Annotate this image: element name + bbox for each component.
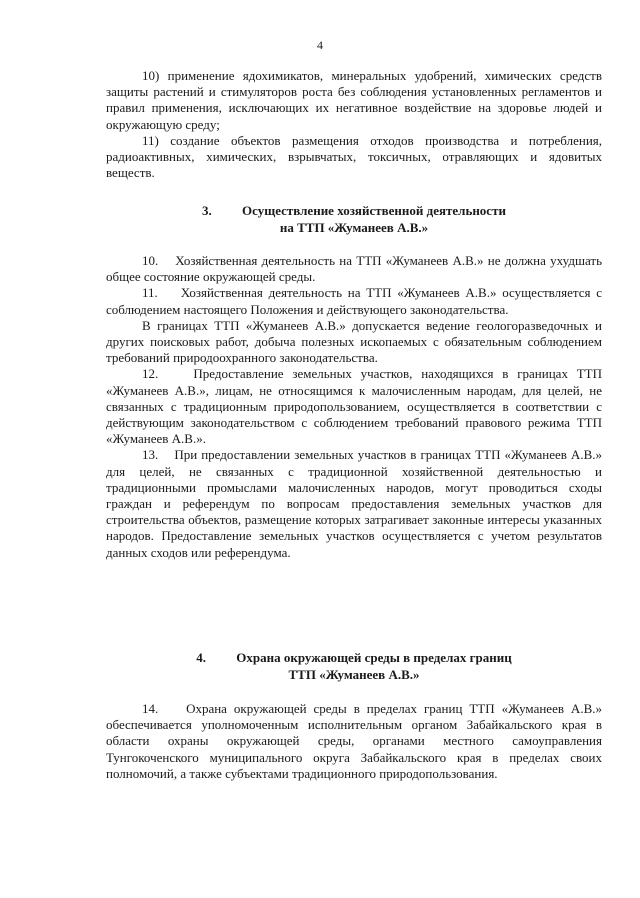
paragraph: 10. Хозяйственная деятельность на ТТП «Жуманеев А.В.» не должна ухудшать общее состояние окружающей среды. [106, 253, 602, 285]
section-number: 4. [196, 650, 207, 665]
section-3-body [106, 253, 602, 561]
paragraph: 13. При предоставлении земельных участков в границах ТТП «Жуманеев А.В.» для целей, не связанных с традиционной хозяйственной деятельностью и традиционными промыслами малочисленных народов, могут проводиться сходы граждан и референдум по вопросам предоставления земельных участков для строительства объектов, размещение которых затрагивает законные интересы указанных народов. Предоставление земельных участков осуществляется с учетом результатов данных сходов или референдума. [106, 447, 602, 560]
list-item: 10) применение ядохимикатов, минеральных удобрений, химических средств защиты растений и стимуляторов роста без соблюдения установленных регламентов и правил применения, исключающих их негативное воздействие на здоровье людей и окружающую среду; [106, 68, 602, 132]
section-number: 3. [202, 203, 212, 218]
paragraph: 14. Охрана окружающей среды в пределах границ ТТП «Жуманеев А.В.» обеспечивается уполномоченным исполнительным органом Забайкальского края в области охраны окружающей среды, органами местного самоуправления Тунгокоченского муниципального округа Забайкальского края в пределах своих полномочий, а также субъектами традиционного природопользования. [106, 701, 602, 781]
section-4-heading [106, 650, 602, 683]
section-title-line1: Осуществление хозяйственной деятельности [242, 203, 506, 218]
items-top [106, 68, 602, 181]
section-title-line1: Охрана окружающей среды в пределах границ [236, 650, 512, 665]
paragraph: 12. Предоставление земельных участков, находящихся в границах ТТП «Жуманеев А.В.», лицам, не относящимся к малочисленным народам, для целей, не связанных с традиционным природопользованием, осуществляется в соответствии с действующим законодательством с соблюдением требований правового режима ТТП «Жуманеев А.В.». [106, 366, 602, 447]
paragraph: 11. Хозяйственная деятельность на ТТП «Жуманеев А.В.» осуществляется с соблюдением настоящего Положения и действующего законодательства. [106, 285, 602, 317]
list-item: 11) создание объектов размещения отходов производства и потребления, радиоактивных, химических, взрывчатых, токсичных, отравляющих и ядовитых веществ. [106, 132, 602, 181]
section-3-heading [106, 203, 602, 236]
page-number: 4 [317, 38, 323, 52]
paragraph: В границах ТТП «Жуманеев А.В.» допускается ведение геологоразведочных и других поисковых работ, добыча полезных ископаемых с обязательным соблюдением требований природоохранного законодательства. [106, 317, 602, 366]
section-title-line2: ТТП «Жуманеев А.В.» [288, 666, 420, 682]
section-title-line2: на ТТП «Жуманеев А.В.» [279, 219, 429, 235]
section-4-body [106, 701, 602, 782]
